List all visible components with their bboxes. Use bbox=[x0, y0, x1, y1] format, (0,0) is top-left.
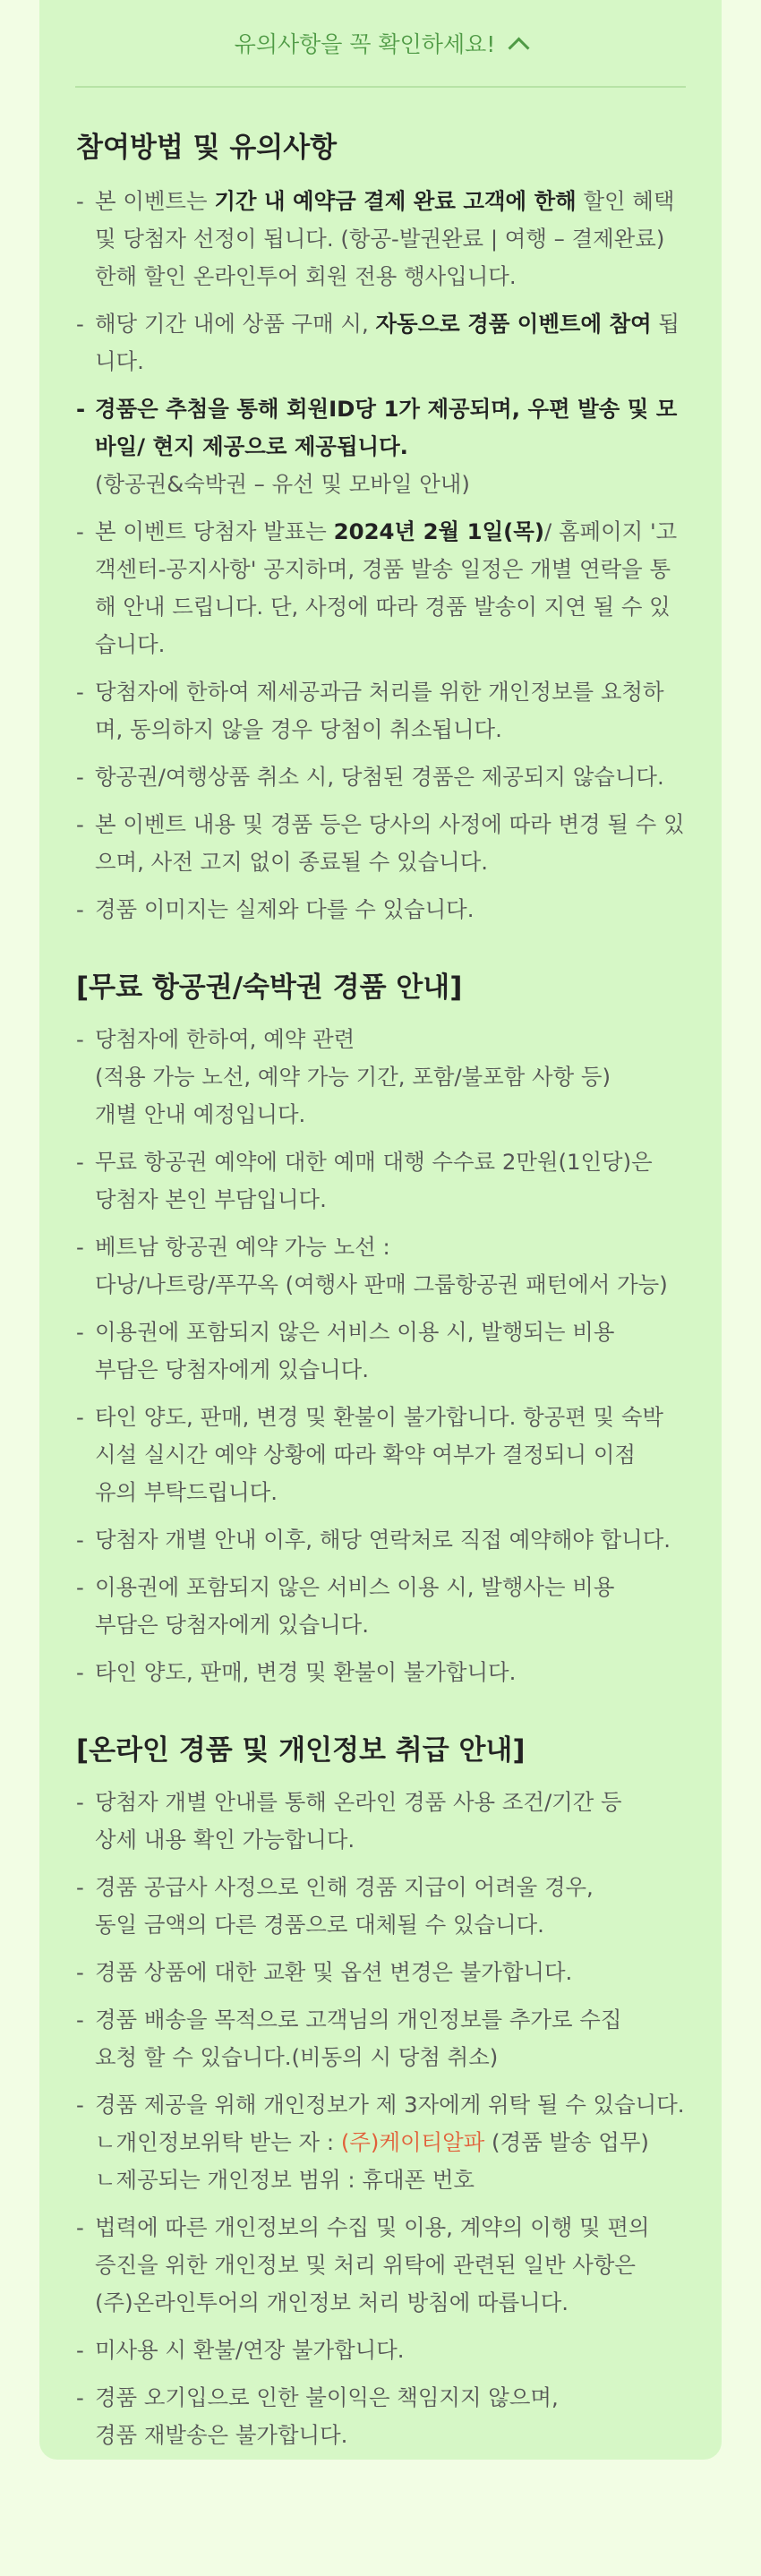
list-item: - 경품 제공을 위해 개인정보가 제 3자에게 위탁 될 수 있습니다. ㄴ개인정보위탁 받는 자 : (주)케이티알파 (경품 발송 업무) ㄴ제공되는 개인정보 범위 : 휴대폰 번호 bbox=[76, 2086, 685, 2199]
list-item: - 본 이벤트 당첨자 발표는 2024년 2월 1일(목)/ 홈페이지 '고객센터-공지사항' 공지하며, 경품 발송 일정은 개별 연락을 통해 안내 드립니다. 단, 사정에 따라 경품 발송이 지연 될 수 있습니다. bbox=[76, 513, 685, 663]
list-item: - 당첨자에 한하여 제세공과금 처리를 위한 개인정보를 요청하며, 동의하지 않을 경우 당첨이 취소됩니다. bbox=[76, 673, 685, 749]
chevron-up-icon bbox=[509, 37, 530, 58]
consignee-company: (주)케이티알파 bbox=[340, 2129, 485, 2155]
list-item: - 이용권에 포함되지 않은 서비스 이용 시, 발행되는 비용 부담은 당첨자에게 있습니다. bbox=[76, 1314, 685, 1389]
list-item: - 경품 오기입으로 인한 불이익은 책임지지 않으며, 경품 재발송은 불가합니다. bbox=[76, 2379, 685, 2454]
list-item: - 타인 양도, 판매, 변경 및 환불이 불가합니다. 항공편 및 숙박 시설 실시간 예약 상황에 따라 확약 여부가 결정되니 이점 유의 부탁드립니다. bbox=[76, 1399, 685, 1511]
list-item: - 당첨자 개별 안내를 통해 온라인 경품 사용 조건/기간 등 상세 내용 확인 가능합니다. bbox=[76, 1784, 685, 1859]
online-gift-list bbox=[76, 1784, 685, 2454]
list-item: - 당첨자 개별 안내 이후, 해당 연락처로 직접 예약해야 합니다. bbox=[76, 1521, 685, 1559]
list-item: - 무료 항공권 예약에 대한 예매 대행 수수료 2만원(1인당)은 당첨자 본인 부담입니다. bbox=[76, 1143, 685, 1219]
list-item: - 본 이벤트 내용 및 경품 등은 당사의 사정에 따라 변경 될 수 있으며, 사전 고지 없이 종료될 수 있습니다. bbox=[76, 806, 685, 881]
list-item: - 미사용 시 환불/연장 불가합니다. bbox=[76, 2332, 685, 2369]
notice-toggle-button[interactable] bbox=[75, 0, 686, 88]
participation-list bbox=[76, 183, 685, 929]
section-title-free-ticket: [무료 항공권/숙박권 경품 안내] bbox=[76, 971, 463, 1004]
list-item: - 당첨자에 한하여, 예약 관련 (적용 가능 노선, 예약 가능 기간, 포함/불포함 사항 등) 개별 안내 예정입니다. bbox=[76, 1021, 685, 1134]
list-item: - 경품 배송을 목적으로 고객님의 개인정보를 추가로 수집 요청 할 수 있습니다.(비동의 시 당첨 취소) bbox=[76, 2001, 685, 2076]
list-item: - 타인 양도, 판매, 변경 및 환불이 불가합니다. bbox=[76, 1654, 685, 1691]
list-item: - 본 이벤트는 기간 내 예약금 결제 완료 고객에 한해 할인 혜택 및 당첨자 선정이 됩니다. (항공-발권완료 | 여행 – 결제완료) 한해 할인 온라인투어 회원 전용 행사입니다. bbox=[76, 183, 685, 295]
section-title-online-gift: [온라인 경품 및 개인정보 취급 안내] bbox=[76, 1734, 526, 1767]
list-item: - 해당 기간 내에 상품 구매 시, 자동으로 경품 이벤트에 참여 됩니다. bbox=[76, 305, 685, 381]
free-ticket-list bbox=[76, 1021, 685, 1691]
list-item: - 경품 공급사 사정으로 인해 경품 지급이 어려울 경우, 동일 금액의 다른 경품으로 대체될 수 있습니다. bbox=[76, 1869, 685, 1944]
list-item: - 경품은 추첨을 통해 회원ID당 1가 제공되며, 우편 발송 및 모바일/ 현지 제공으로 제공됩니다. (항공권&숙박권 – 유선 및 모바일 안내) bbox=[76, 390, 685, 503]
list-item: - 항공권/여행상품 취소 시, 당첨된 경품은 제공되지 않습니다. bbox=[76, 758, 685, 796]
list-item: - 베트남 항공권 예약 가능 노선 : 다낭/나트랑/푸꾸옥 (여행사 판매 그룹항공권 패턴에서 가능) bbox=[76, 1228, 685, 1304]
section-title-participation: 참여방법 및 유의사항 bbox=[76, 132, 338, 164]
list-item: - 이용권에 포함되지 않은 서비스 이용 시, 발행사는 비용 부담은 당첨자에게 있습니다. bbox=[76, 1569, 685, 1644]
notice-panel bbox=[39, 0, 722, 2460]
list-item: - 경품 상품에 대한 교환 및 옵션 변경은 불가합니다. bbox=[76, 1954, 685, 1991]
list-item: - 법력에 따른 개인정보의 수집 및 이용, 계약의 이행 및 편의 증진을 위한 개인정보 및 처리 위탁에 관련된 일반 사항은 (주)온라인투어의 개인정보 처리 방침에 따릅니다. bbox=[76, 2209, 685, 2322]
notice-content bbox=[39, 124, 722, 2454]
list-item: - 경품 이미지는 실제와 다를 수 있습니다. bbox=[76, 891, 685, 929]
notice-toggle-label: 유의사항을 꼭 확인하세요! bbox=[234, 31, 496, 57]
